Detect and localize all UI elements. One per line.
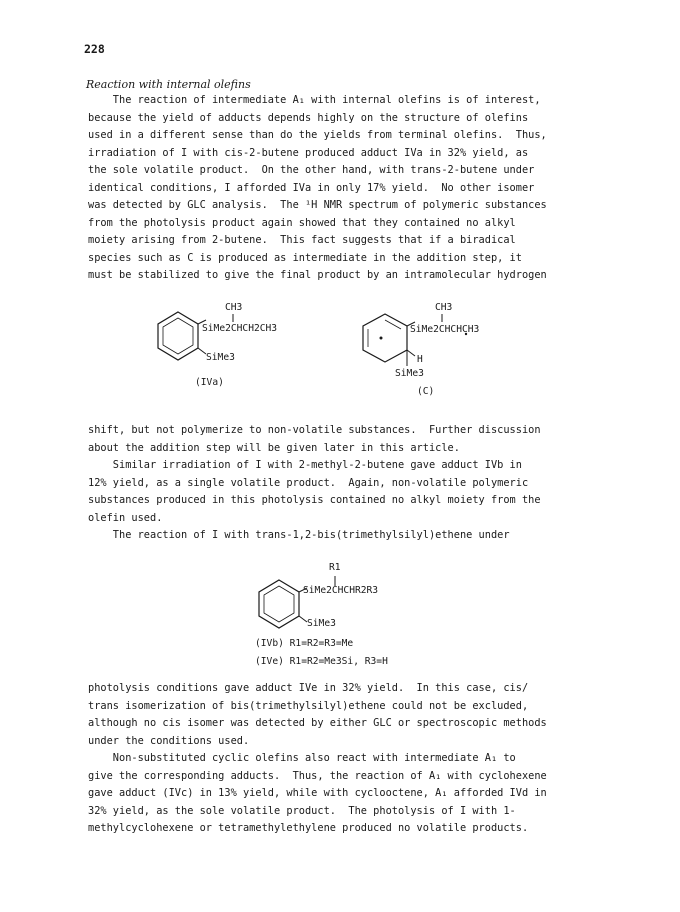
- section-heading: Reaction with internal olefins: [86, 78, 251, 91]
- ch3-group: CH3: [435, 302, 453, 313]
- paragraph-2: [88, 422, 608, 545]
- text-line: used in a different sense than do the yields from terminal olefins. Thus,: [88, 129, 547, 141]
- benzene-ring-icon: [150, 300, 330, 400]
- text-line: although no cis isomer was detected by either GLC or spectroscopic methods: [88, 717, 547, 729]
- structure-c: [355, 300, 555, 410]
- text-line: about the addition step will be given later in this article.: [88, 441, 460, 454]
- text-line: trans isomerization of bis(trimethylsilyl)ethene could not be excluded,: [88, 699, 529, 712]
- text-line: methylcyclohexene or tetramethylethylene produced no volatile products.: [88, 822, 529, 834]
- text-line: moiety arising from 2-butene. This fact suggests that if a biradical: [88, 234, 516, 246]
- text-line: substances produced in this photolysis contained no alkyl moiety from the: [88, 494, 541, 506]
- text-line: identical conditions, I afforded IVa in only 17% yield. No other isomer: [88, 181, 535, 194]
- text-line: give the corresponding adducts. Thus, the reaction of A₁ with cyclohexene: [88, 769, 547, 782]
- cyclohexadienyl-ring-icon: [355, 300, 555, 410]
- side-chain: SiMe2CHCHCH3: [410, 324, 480, 335]
- text-line: from the photolysis product again showed that they contained no alkyl: [88, 216, 516, 229]
- sime3-group: SiMe3: [307, 618, 336, 629]
- text-line: photolysis conditions gave adduct IVe in 32% yield. In this case, cis/: [88, 682, 529, 694]
- text-line: Non-substituted cyclic olefins also react with intermediate A₁ to: [88, 752, 516, 764]
- text-line: shift, but not polymerize to non-volatile substances. Further discussion: [88, 424, 541, 436]
- text-line: was detected by GLC analysis. The ¹H NMR spectrum of polymeric substances: [88, 199, 547, 211]
- text-line: must be stabilized to give the final product by an intramolecular hydrogen: [88, 269, 547, 281]
- paragraph-1: [88, 92, 608, 285]
- paragraph-3: [88, 680, 608, 838]
- text-line: under the conditions used.: [88, 734, 250, 747]
- hydrogen-label: H: [417, 354, 423, 365]
- r1-group: R1: [329, 562, 341, 573]
- text-line: species such as C is produced as intermediate in the addition step, it: [88, 251, 522, 264]
- text-line: olefin used.: [88, 511, 163, 524]
- structure-iva: [150, 300, 330, 400]
- ch3-group: CH3: [225, 302, 243, 313]
- text-line: 32% yield, as the sole volatile product. The photolysis of I with 1-: [88, 804, 516, 817]
- page-number: 228: [84, 42, 105, 56]
- compound-label: (IVa): [195, 377, 224, 388]
- sime3-group: SiMe3: [206, 352, 235, 363]
- side-chain: SiMe2CHCH2CH3: [202, 323, 278, 334]
- sime3-group: SiMe3: [395, 368, 424, 379]
- compound-label: (C): [417, 386, 435, 397]
- side-chain: SiMe2CHCHR2R3: [303, 585, 379, 596]
- text-line: irradiation of I with cis-2-butene produced adduct IVa in 32% yield, as: [88, 146, 529, 159]
- text-line: The reaction of intermediate A₁ with internal olefins is of interest,: [88, 94, 541, 106]
- text-line: 12% yield, as a single volatile product. Again, non-volatile polymeric: [88, 476, 529, 489]
- text-line: the sole volatile product. On the other hand, with trans-2-butene under: [88, 164, 535, 176]
- definition-ivb: (IVb) R1=R2=R3=Me: [255, 638, 354, 649]
- text-line: gave adduct (IVc) in 13% yield, while with cyclooctene, A₁ afforded IVd in: [88, 787, 547, 799]
- text-line: because the yield of adducts depends highly on the structure of olefins: [88, 111, 529, 124]
- text-line: The reaction of I with trans-1,2-bis(trimethylsilyl)ethene under: [88, 529, 510, 541]
- text-line: Similar irradiation of I with 2-methyl-2-butene gave adduct IVb in: [88, 459, 522, 471]
- definition-ive: (IVe) R1=R2=Me3Si, R3=H: [255, 656, 388, 667]
- structure-ivb-ive: [255, 560, 475, 675]
